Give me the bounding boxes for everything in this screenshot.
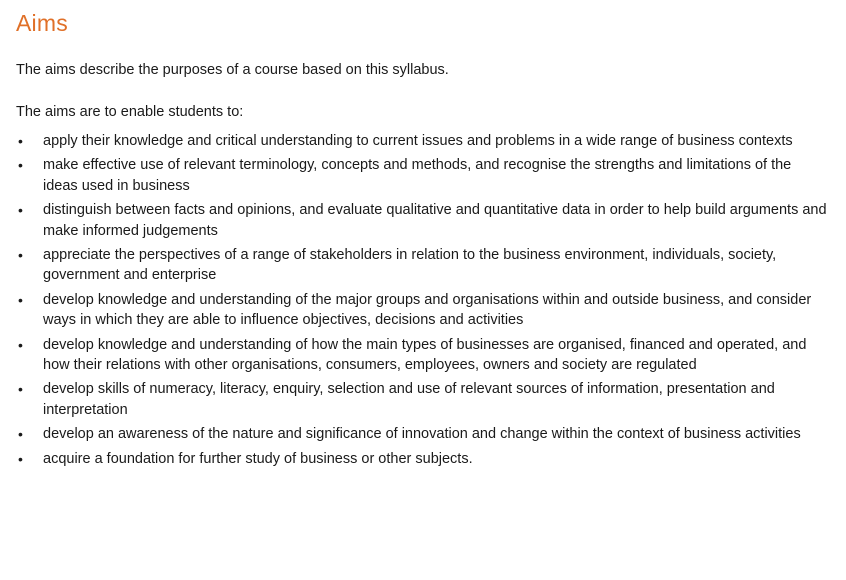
list-item-text: develop knowledge and understanding of the major groups and organisations within and outside business, and consider ways in which they are able to influence objectives, decisions and activities — [43, 291, 812, 329]
list-item-text: make effective use of relevant terminology, concepts and methods, and recognise the strengths and limitations of the ideas used in business — [43, 157, 792, 194]
list-item-text: acquire a foundation for further study of business or other subjects. — [43, 450, 473, 467]
list-item-text: develop an awareness of the nature and significance of innovation and change within the context of business activities — [43, 426, 801, 443]
list-item — [16, 335, 828, 376]
bullet-icon: • — [18, 450, 23, 467]
list-item-text: appreciate the perspectives of a range of stakeholders in relation to the business environment, individuals, society, government and enterprise — [43, 247, 777, 284]
bullet-icon: • — [18, 426, 23, 443]
bullet-icon: • — [18, 133, 23, 149]
bullet-icon: • — [18, 291, 23, 308]
bullet-icon: • — [18, 336, 23, 353]
list-item-text: apply their knowledge and critical understanding to current issues and problems in a wide range of business contexts — [43, 133, 793, 149]
bullet-icon: • — [18, 381, 23, 398]
list-item — [16, 424, 828, 444]
list-item — [16, 379, 828, 420]
list-item — [16, 245, 828, 286]
list-item — [16, 155, 828, 196]
bullet-icon: • — [18, 247, 23, 264]
section-heading: Aims — [16, 10, 68, 36]
document-page — [16, 8, 828, 473]
list-item-text: develop skills of numeracy, literacy, enquiry, selection and use of relevant sources of information, presentation and interpretation — [43, 381, 775, 418]
list-item — [16, 449, 828, 469]
aims-lead-in: The aims are to enable students to: — [16, 104, 244, 120]
list-item — [16, 131, 828, 151]
list-item — [16, 290, 828, 331]
bullet-icon: • — [18, 157, 23, 174]
bullet-icon: • — [18, 202, 23, 219]
aims-list — [16, 131, 828, 469]
list-item — [16, 200, 828, 241]
intro-paragraph: The aims describe the purposes of a course based on this syllabus. — [16, 62, 449, 78]
list-item-text: develop knowledge and understanding of how the main types of businesses are organised, financed and operated, and how their relations with other organisations, consumers, employees, owners and society are regulated — [43, 336, 807, 374]
list-item-text: distinguish between facts and opinions, and evaluate qualitative and quantitative data in order to help build arguments and make informed judgements — [43, 202, 827, 239]
